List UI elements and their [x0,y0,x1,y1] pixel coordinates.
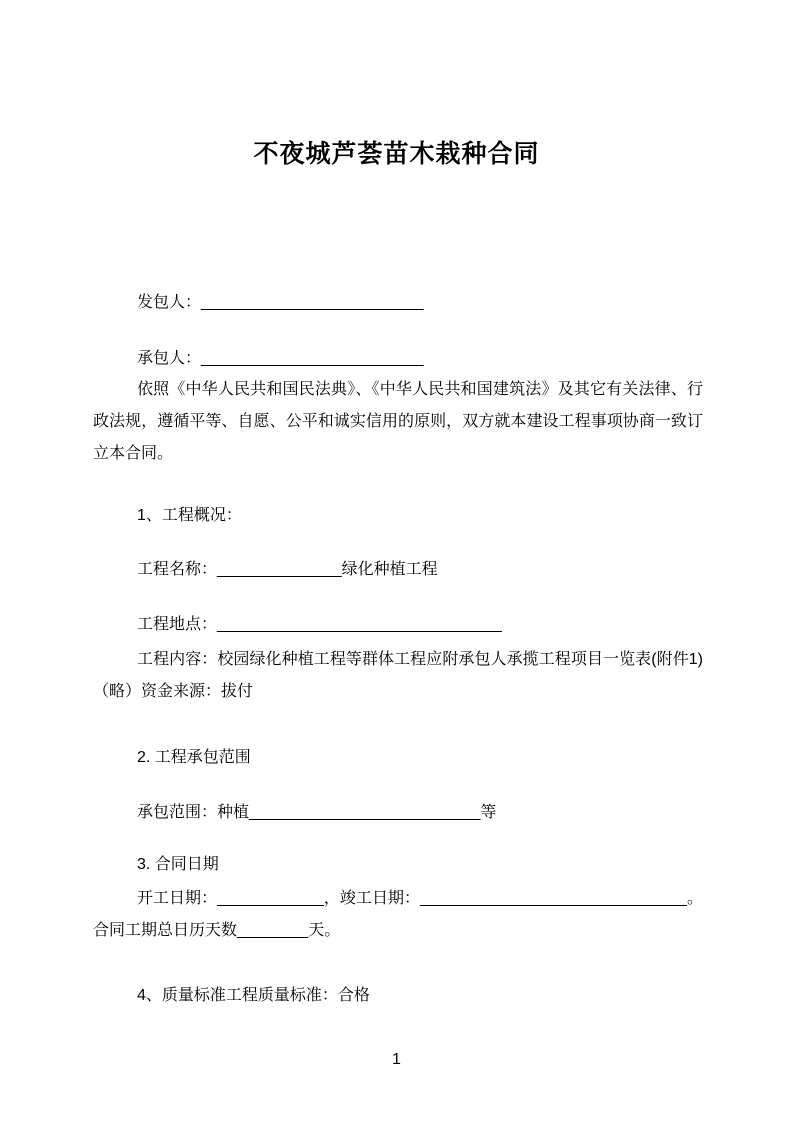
duration-suffix: 天。 [308,922,341,939]
document-title: 不夜城芦荟苗木栽种合同 [253,140,540,168]
section3-heading: 3. 合同日期 [137,856,219,873]
project-location-line [93,609,703,641]
contractor-blank: _________________________ [201,350,424,367]
project-name-label: 工程名称： [137,561,218,578]
contractor-label: 承包人： [137,350,202,367]
project-name-blank: ______________ [217,561,342,578]
employer-blank: _________________________ [201,294,424,311]
start-date-label: 开工日期： [137,890,218,907]
section4-heading: 4、质量标准工程质量标准：合格 [137,987,370,1004]
project-name-line [93,554,703,586]
section1-heading: 1、工程概况： [137,507,242,524]
project-location-label: 工程地点： [137,616,218,633]
section2-heading: 2. 工程承包范围 [137,749,251,766]
contractor-line [93,343,703,375]
duration-label: 合同工期总日历天数 [93,922,238,939]
scope-label: 承包范围：种植 [137,804,250,821]
dates-paragraph [93,883,703,947]
project-name-suffix: 绿化种植工程 [341,561,438,578]
employer-line [93,287,703,319]
finish-date-blank: ______________________________ [420,890,687,907]
page-number: 1 [392,1051,401,1068]
finish-date-period: 。 [686,890,703,907]
project-content-paragraph: 工程内容：校园绿化种植工程等群体工程应附承包人承揽工程项目一览表(附件1)（略）资金来源：拔付 [93,651,703,700]
scope-line [93,797,703,829]
preamble-paragraph: 依照《中华人民共和国民法典》、《中华人民共和国建筑法》及其它有关法律、行政法规，遵循平等、自愿、公平和诚实信用的原则，双方就本建设工程事项协商一致订立本合同。 [93,381,703,462]
duration-blank: ________ [237,922,309,939]
project-location-blank: ________________________________ [217,616,502,633]
employer-label: 发包人： [137,294,202,311]
scope-suffix: 等 [480,804,497,821]
scope-blank: __________________________ [249,804,481,821]
start-date-blank: ____________ [217,890,324,907]
finish-date-label: ，竣工日期： [323,890,420,907]
